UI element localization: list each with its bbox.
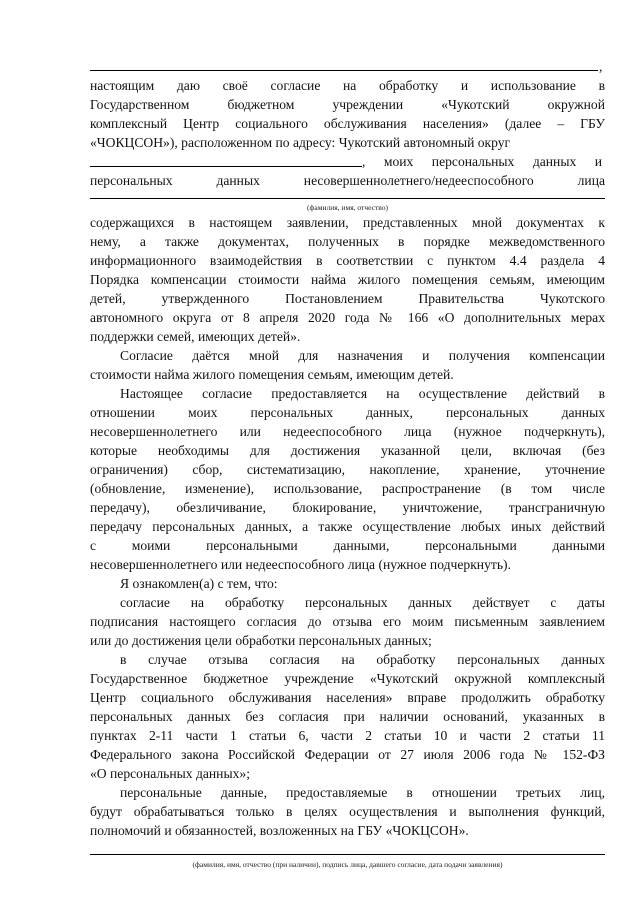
fio-underline xyxy=(90,198,605,199)
p3-line: которые необходимы для достижения указанной цели, включая (без xyxy=(90,443,605,458)
p1-line: содержащихся в настоящем заявлении, представленных мной документах к xyxy=(90,215,605,230)
p6-line: Федерального закона Российской Федерации от 27 июля 2006 года № 152-ФЗ xyxy=(90,747,605,762)
paragraph-7 xyxy=(90,783,605,840)
paragraph-5 xyxy=(90,593,605,650)
address-line-tail: , моих персональных данных и xyxy=(362,154,602,169)
p5-line: подписания настоящего согласия до отзыва его моим письменным заявлением xyxy=(90,614,605,629)
header-line-2: Государственном бюджетном учреждении «Чукотский окружной xyxy=(90,97,605,112)
p3-line: передачу персональных данных, а также осуществление любых иных действий xyxy=(90,519,605,534)
p1-line: Порядка компенсации стоимости найма жилого помещения семьям, имеющим xyxy=(90,272,605,287)
p1-line: поддержки семей, имеющих детей». xyxy=(90,329,301,344)
p5-line: или до достижения цели обработки персональных данных; xyxy=(90,633,432,648)
p4-line: Я ознакомлен(а) с тем, что: xyxy=(120,576,278,591)
p2-line: стоимости найма жилого помещения семьям, имеющим детей. xyxy=(90,367,454,382)
address-line xyxy=(90,152,605,171)
trailing-comma: , xyxy=(599,59,603,74)
p1-line: информационного взаимодействия в соответствии с пунктом 4.4 раздела 4 xyxy=(90,253,605,268)
header-line-4: «ЧОКЦСОН»), расположенном по адресу: Чукотский автономный округ xyxy=(90,135,511,150)
p7-line: полномочий и обязанностей, возложенных на ГБУ «ЧОКЦСОН». xyxy=(90,823,469,838)
p3-line: несовершеннолетнего или недееспособного лица (нужное подчеркнуть), xyxy=(90,424,605,439)
signature-underline xyxy=(90,854,605,855)
p3-line: Настоящее согласие предоставляется на осуществление действий в xyxy=(120,386,605,401)
p3-line: ограничения) сбор, систематизацию, накопление, хранение, уточнение xyxy=(90,462,605,477)
signature-caption: (фамилия, имя, отчество (при наличии), подпись лица, давшего согласие, дата подачи заявления) xyxy=(192,860,503,869)
header-line-1: настоящим даю своё согласие на обработку и использование в xyxy=(90,78,605,93)
p6-line: «О персональных данных»; xyxy=(90,766,250,781)
address-blank xyxy=(90,152,362,167)
paragraph-3 xyxy=(90,384,605,574)
p1-line: детей, утвержденного Постановлением Правительства Чукотского xyxy=(90,291,605,306)
p5-line: согласие на обработку персональных данных действует с даты xyxy=(120,595,605,610)
p6-line: пунктах 2-11 части 1 статьи 6, части 2 статьи 10 и части 2 статьи 11 xyxy=(90,728,605,743)
paragraph-4 xyxy=(90,574,605,593)
p7-line: персональные данные, предоставляемые в отношении третьих лиц, xyxy=(120,785,605,800)
signature-blank xyxy=(90,840,605,860)
p6-line: в случае отзыва согласия на обработку персональных данных xyxy=(120,652,605,667)
p3-line: несовершеннолетнего или недееспособного лица (нужное подчеркнуть). xyxy=(90,557,511,572)
header-line-3: комплексный Центр социального обслуживания населения» (далее – ГБУ xyxy=(90,116,605,131)
p3-line: отношении моих персональных данных, персональных данных xyxy=(90,405,605,420)
header-line-6: персональных данных несовершеннолетнего/недееспособного лица xyxy=(90,173,605,188)
blank-name-line xyxy=(90,56,605,76)
p1-line: нему, а также документах, полученных в порядке межведомственного xyxy=(90,234,605,249)
p1-line: автономного округа от 8 апреля 2020 года № 166 «О дополнительных мерах xyxy=(90,310,605,325)
fio-caption: (фамилия, имя, отчество) xyxy=(307,203,388,212)
paragraph-2 xyxy=(90,346,605,384)
fio-blank xyxy=(90,190,605,204)
p3-line: с моими персональными данными, персональными данными xyxy=(90,538,605,553)
blank-underline xyxy=(90,70,598,71)
p7-line: будут обрабатываться только в целях осуществления и выполнения функций, xyxy=(90,804,605,819)
paragraph-1 xyxy=(90,213,605,346)
p3-line: (обновление, изменение), использование, распространение (в том числе xyxy=(90,481,605,496)
paragraph-6 xyxy=(90,650,605,783)
p2-line: Согласие даётся мной для назначения и получения компенсации xyxy=(120,348,605,363)
p3-line: передачу), обезличивание, блокирование, уничтожение, трансграничную xyxy=(90,500,605,515)
p6-line: Центр социального обслуживания населения» вправе продолжить обработку xyxy=(90,690,605,705)
consent-document xyxy=(90,56,605,870)
p6-line: Государственное бюджетное учреждение «Чукотский окружной комплексный xyxy=(90,671,605,686)
p6-line: персональных данных без согласия при наличии оснований, указанных в xyxy=(90,709,605,724)
